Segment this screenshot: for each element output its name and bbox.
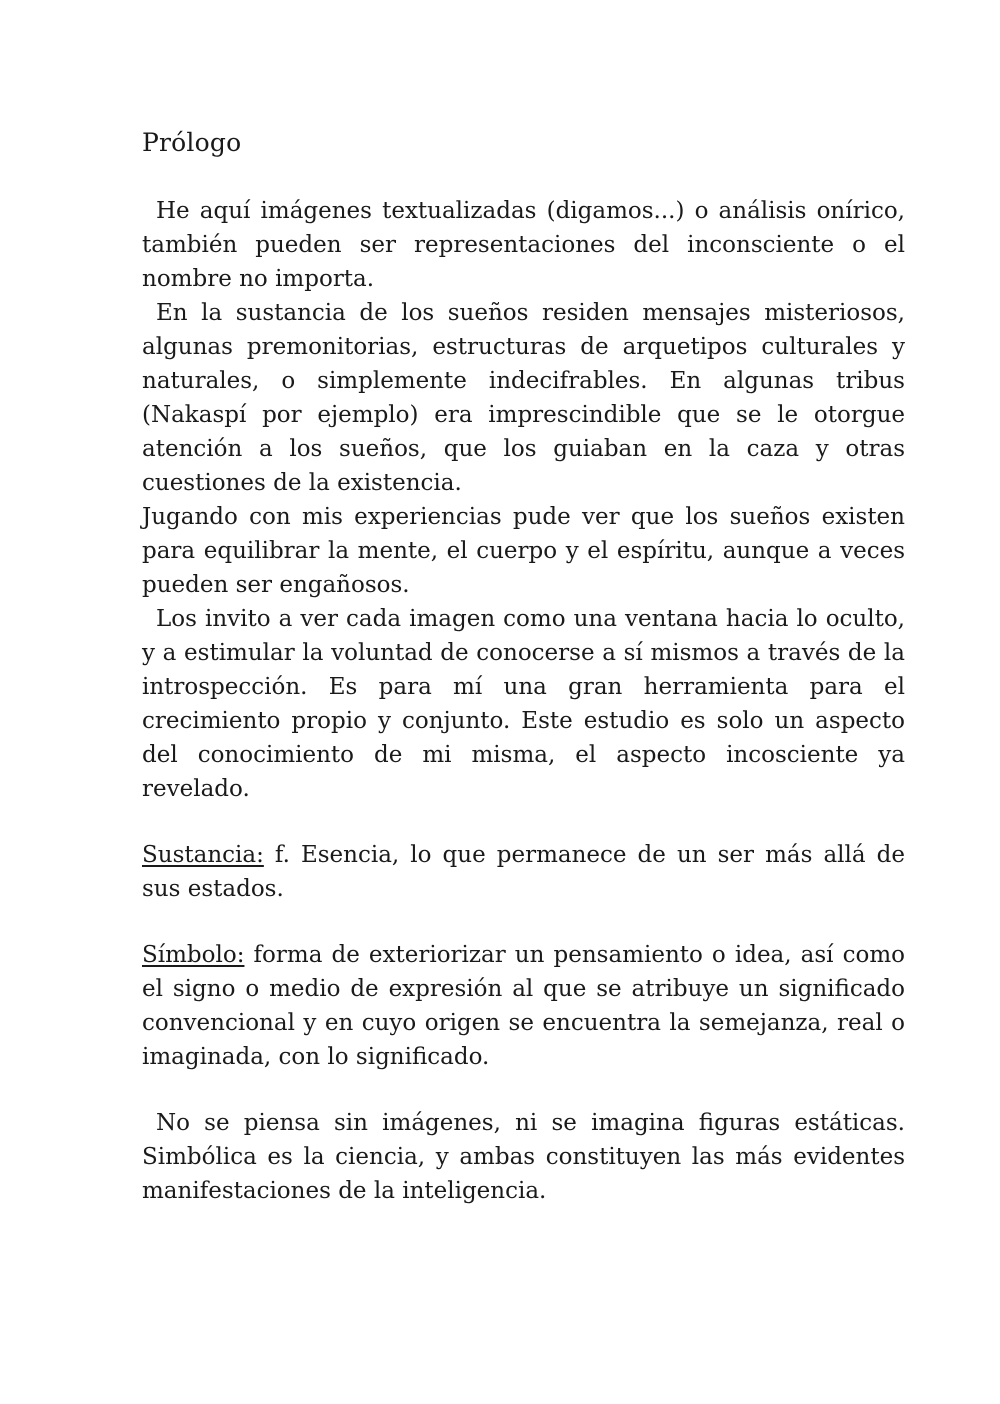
definition-term: Símbolo: xyxy=(142,942,245,968)
page-title: Prólogo xyxy=(142,128,242,157)
page-content xyxy=(142,126,905,1208)
definition-term: Sustancia: xyxy=(142,842,264,868)
paragraph-dream-substance: En la sustancia de los sueños residen mensajes misteriosos, algunas premonitorias, estructuras de arquetipos culturales y naturales, o simplemente indecifrables. En algunas tribus (Nakaspí por ejemplo) era imprescindible que se le otorgue atención a los sueños, que los guiaban en la caza y otras cuestiones de la existencia. xyxy=(142,300,905,496)
definition-text: forma de exteriorizar un pensamiento o idea, así como el signo o medio de expresión al que se atribuye un significado convencional y en cuyo origen se encuentra la semejanza, real o imaginada, con lo significado. xyxy=(142,942,905,1070)
paragraph-experiences: Jugando con mis experiencias pude ver que los sueños existen para equilibrar la mente, el cuerpo y el espíritu, aunque a veces pueden ser engañosos. xyxy=(142,504,905,598)
definition-text: f. Esencia, lo que permanece de un ser más allá de sus estados. xyxy=(142,842,905,902)
paragraph-invitation: Los invito a ver cada imagen como una ventana hacia lo oculto, y a estimular la voluntad de conocerse a sí mismos a través de la introspección. Es para mí una gran herramienta para el crecimiento propio y conjunto. Este estudio es solo un aspecto del conocimiento de mi misma, el aspecto incosciente ya revelado. xyxy=(142,606,905,802)
paragraph-intro: He aquí imágenes textualizadas (digamos...) o análisis onírico, también pueden ser representaciones del inconsciente o el nombre no importa. xyxy=(142,198,905,292)
definition-simbolo xyxy=(142,938,905,1074)
definition-sustancia xyxy=(142,838,905,906)
paragraph-closing: No se piensa sin imágenes, ni se imagina figuras estáticas. Simbólica es la ciencia, y ambas constituyen las más evidentes manifestaciones de la inteligencia. xyxy=(142,1110,905,1204)
